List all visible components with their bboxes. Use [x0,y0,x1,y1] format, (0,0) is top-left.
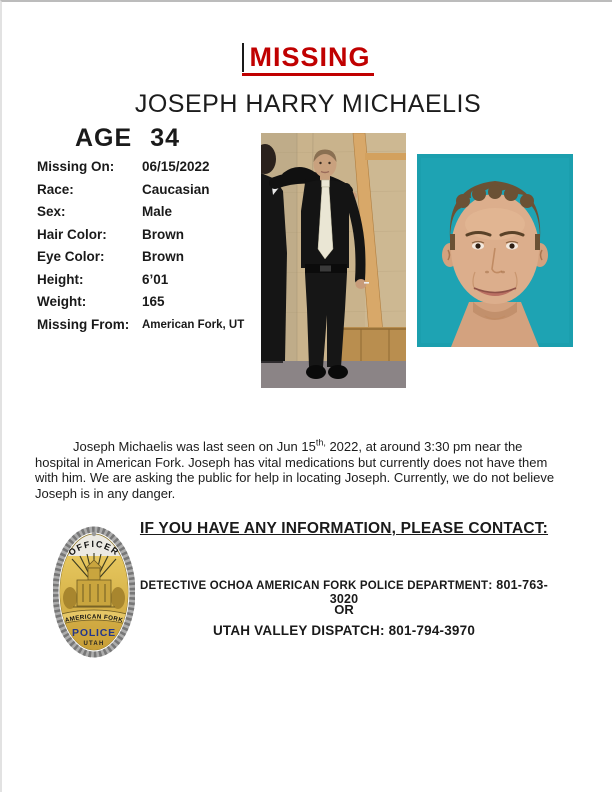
detail-row-weight [37,291,262,314]
detail-value: 06/15/2022 [142,159,210,174]
detail-label: Missing On: [37,159,115,174]
detail-value: Caucasian [142,181,210,197]
contact-detective-label: DETECTIVE OCHOA AMERICAN FORK POLICE DEPARTMENT [140,580,489,592]
detail-label: Sex: [37,204,66,219]
contact-heading: IF YOU HAVE ANY INFORMATION, PLEASE CONTACT: [139,520,549,537]
detail-label: Hair Color: [37,226,107,242]
detail-value: 165 [142,294,165,309]
detail-row-race [37,179,262,202]
poster-title-row [2,42,612,76]
narrative-after: 2022, at around 3:30 pm near the hospital in American Fork. Joseph has vital medications but currently does not have them with him. We are asking the public for help in locating Joseph. Currently, we do not believe Joseph is in any danger. [35,439,555,501]
title-underline [242,42,373,76]
detail-value: Brown [142,226,184,242]
age-row [75,124,180,153]
age-value: 34 [150,124,180,152]
contact-dispatch-line: UTAH VALLEY DISPATCH: 801-794-3970 [212,623,476,638]
contact-detective-phone: : 801-763-3020 [329,578,548,606]
detail-label: Eye Color: [37,249,105,264]
detail-row-hair [37,224,262,247]
badge-police-text: POLICE [72,627,116,639]
detail-label: Weight: [37,294,87,309]
detail-label: Race: [37,181,74,197]
text-cursor [242,43,244,72]
detail-label: Missing From: [37,316,130,332]
badge-city-text: AMERICAN FORK [64,613,124,625]
portrait-photo [417,154,573,347]
contact-or: OR [334,602,354,617]
age-label: AGE [75,124,133,152]
full-body-photo [261,133,406,388]
badge-state-text: UTAH [83,641,105,647]
missing-person-name: JOSEPH HARRY MICHAELIS [134,90,482,118]
detail-row-missing-from [37,314,262,337]
narrative-paragraph [35,439,555,501]
detail-row-eye [37,246,262,269]
poster-title: MISSING [249,42,371,72]
details-list [37,156,262,336]
detail-value: Brown [142,249,184,264]
detail-value: American Fork, UT [142,318,245,331]
badge-officer-text: OFFICER [66,538,122,558]
detail-row-sex [37,201,262,224]
detail-row-missing-on [37,156,262,179]
american-fork-police-badge [53,526,135,660]
narrative-ordinal: th, [315,437,326,448]
detail-value: Male [142,204,173,219]
narrative-before: Joseph Michaelis was last seen on Jun 15 [73,439,316,454]
detail-row-height [37,269,262,292]
detail-value: 6’01 [142,271,169,287]
detail-label: Height: [37,271,84,287]
